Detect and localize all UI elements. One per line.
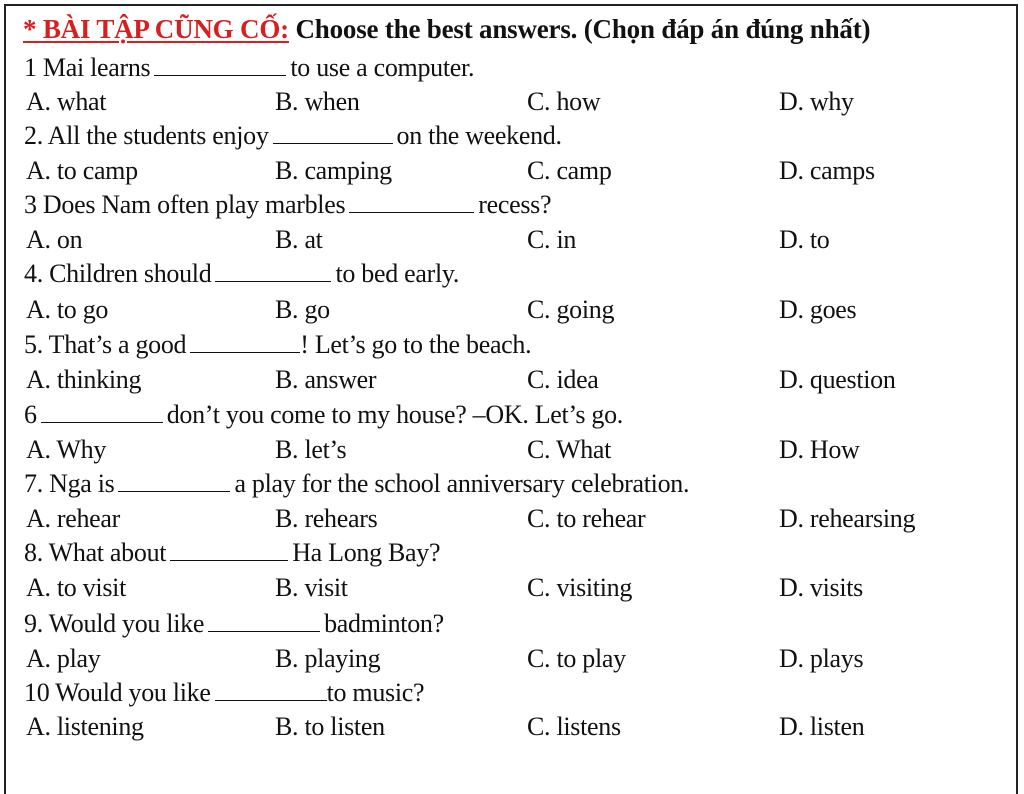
option-c: C. going xyxy=(527,295,615,324)
answer-blank xyxy=(154,53,286,76)
answer-blank xyxy=(118,469,230,492)
answer-blank xyxy=(41,400,163,423)
question-3 xyxy=(24,190,551,220)
option-a: A. rehear xyxy=(26,504,121,533)
answer-blank xyxy=(349,190,474,213)
option-b: B. answer xyxy=(275,365,377,394)
question-stem-start: 10 Would you like xyxy=(24,678,211,707)
option-d: D. How xyxy=(779,435,860,464)
question-4 xyxy=(24,259,459,289)
question-stem-start: 3 Does Nam often play marbles xyxy=(24,190,346,219)
question-stem-end: to bed early. xyxy=(335,259,460,288)
question-stem-end: badminton? xyxy=(324,609,444,638)
worksheet-title xyxy=(23,14,870,45)
option-d: D. to xyxy=(779,225,830,254)
option-b: B. go xyxy=(275,295,330,324)
option-a: A. play xyxy=(26,644,101,673)
question-stem-start: 7. Nga is xyxy=(24,469,115,498)
question-stem-start: 6 xyxy=(24,400,37,429)
answer-blank xyxy=(170,538,288,561)
option-a: A. what xyxy=(26,87,107,116)
option-a: A. on xyxy=(26,225,83,254)
question-7 xyxy=(24,469,689,499)
question-stem-end: recess? xyxy=(478,190,552,219)
question-stem-start: 5. That’s a good xyxy=(24,330,187,359)
question-stem-start: 2. All the students enjoy xyxy=(24,121,269,150)
option-a: A. thinking xyxy=(26,365,142,394)
option-a: A. to go xyxy=(26,295,109,324)
question-stem-end: a play for the school anniversary celebration. xyxy=(234,469,690,498)
option-c: C. to rehear xyxy=(527,504,646,533)
option-c: C. listens xyxy=(527,712,621,741)
question-6 xyxy=(24,400,623,430)
option-d: D. camps xyxy=(779,156,875,185)
question-stem-start: 1 Mai learns xyxy=(24,53,151,82)
exercise-heading: * BÀI TẬP CŨNG CỐ: xyxy=(23,14,289,44)
question-10 xyxy=(24,678,424,708)
question-stem-end: on the weekend. xyxy=(396,121,562,150)
option-b: B. at xyxy=(275,225,323,254)
question-stem-end: to use a computer. xyxy=(290,53,475,82)
option-d: D. question xyxy=(779,365,896,394)
option-b: B. visit xyxy=(275,573,348,602)
option-d: D. why xyxy=(779,87,854,116)
question-stem-start: 9. Would you like xyxy=(24,609,205,638)
answer-blank xyxy=(208,609,320,632)
question-stem-end: Ha Long Bay? xyxy=(292,538,441,567)
question-5 xyxy=(24,330,531,360)
answer-blank xyxy=(190,330,300,353)
option-c: C. to play xyxy=(527,644,626,673)
option-c: C. idea xyxy=(527,365,599,394)
question-stem-end: to music? xyxy=(326,678,425,707)
question-9 xyxy=(24,609,444,639)
answer-blank xyxy=(215,259,331,282)
answer-blank xyxy=(215,678,327,701)
option-d: D. rehearsing xyxy=(779,504,916,533)
option-d: D. goes xyxy=(779,295,857,324)
option-b: B. let’s xyxy=(275,435,347,464)
option-d: D. listen xyxy=(779,712,865,741)
answer-blank xyxy=(273,121,393,144)
question-stem-end: don’t you come to my house? –OK. Let’s go. xyxy=(166,400,624,429)
question-8 xyxy=(24,538,440,568)
option-b: B. rehears xyxy=(275,504,378,533)
question-stem-start: 8. What about xyxy=(24,538,167,567)
question-stem-start: 4. Children should xyxy=(24,259,212,288)
question-stem-end: ! Let’s go to the beach. xyxy=(300,330,532,359)
option-b: B. camping xyxy=(275,156,392,185)
option-c: C. how xyxy=(527,87,601,116)
option-c: C. in xyxy=(527,225,577,254)
option-c: C. camp xyxy=(527,156,612,185)
option-b: B. to listen xyxy=(275,712,385,741)
option-a: A. listening xyxy=(26,712,144,741)
option-a: A. Why xyxy=(26,435,107,464)
option-a: A. to visit xyxy=(26,573,126,602)
option-c: C. What xyxy=(527,435,612,464)
option-d: D. visits xyxy=(779,573,863,602)
option-c: C. visiting xyxy=(527,573,633,602)
option-d: D. plays xyxy=(779,644,864,673)
question-1 xyxy=(24,53,474,83)
instruction-text: Choose the best answers. (Chọn đáp án đúng nhất) xyxy=(295,14,871,44)
option-b: B. playing xyxy=(275,644,381,673)
option-a: A. to camp xyxy=(26,156,138,185)
question-2 xyxy=(24,121,562,151)
option-b: B. when xyxy=(275,87,360,116)
